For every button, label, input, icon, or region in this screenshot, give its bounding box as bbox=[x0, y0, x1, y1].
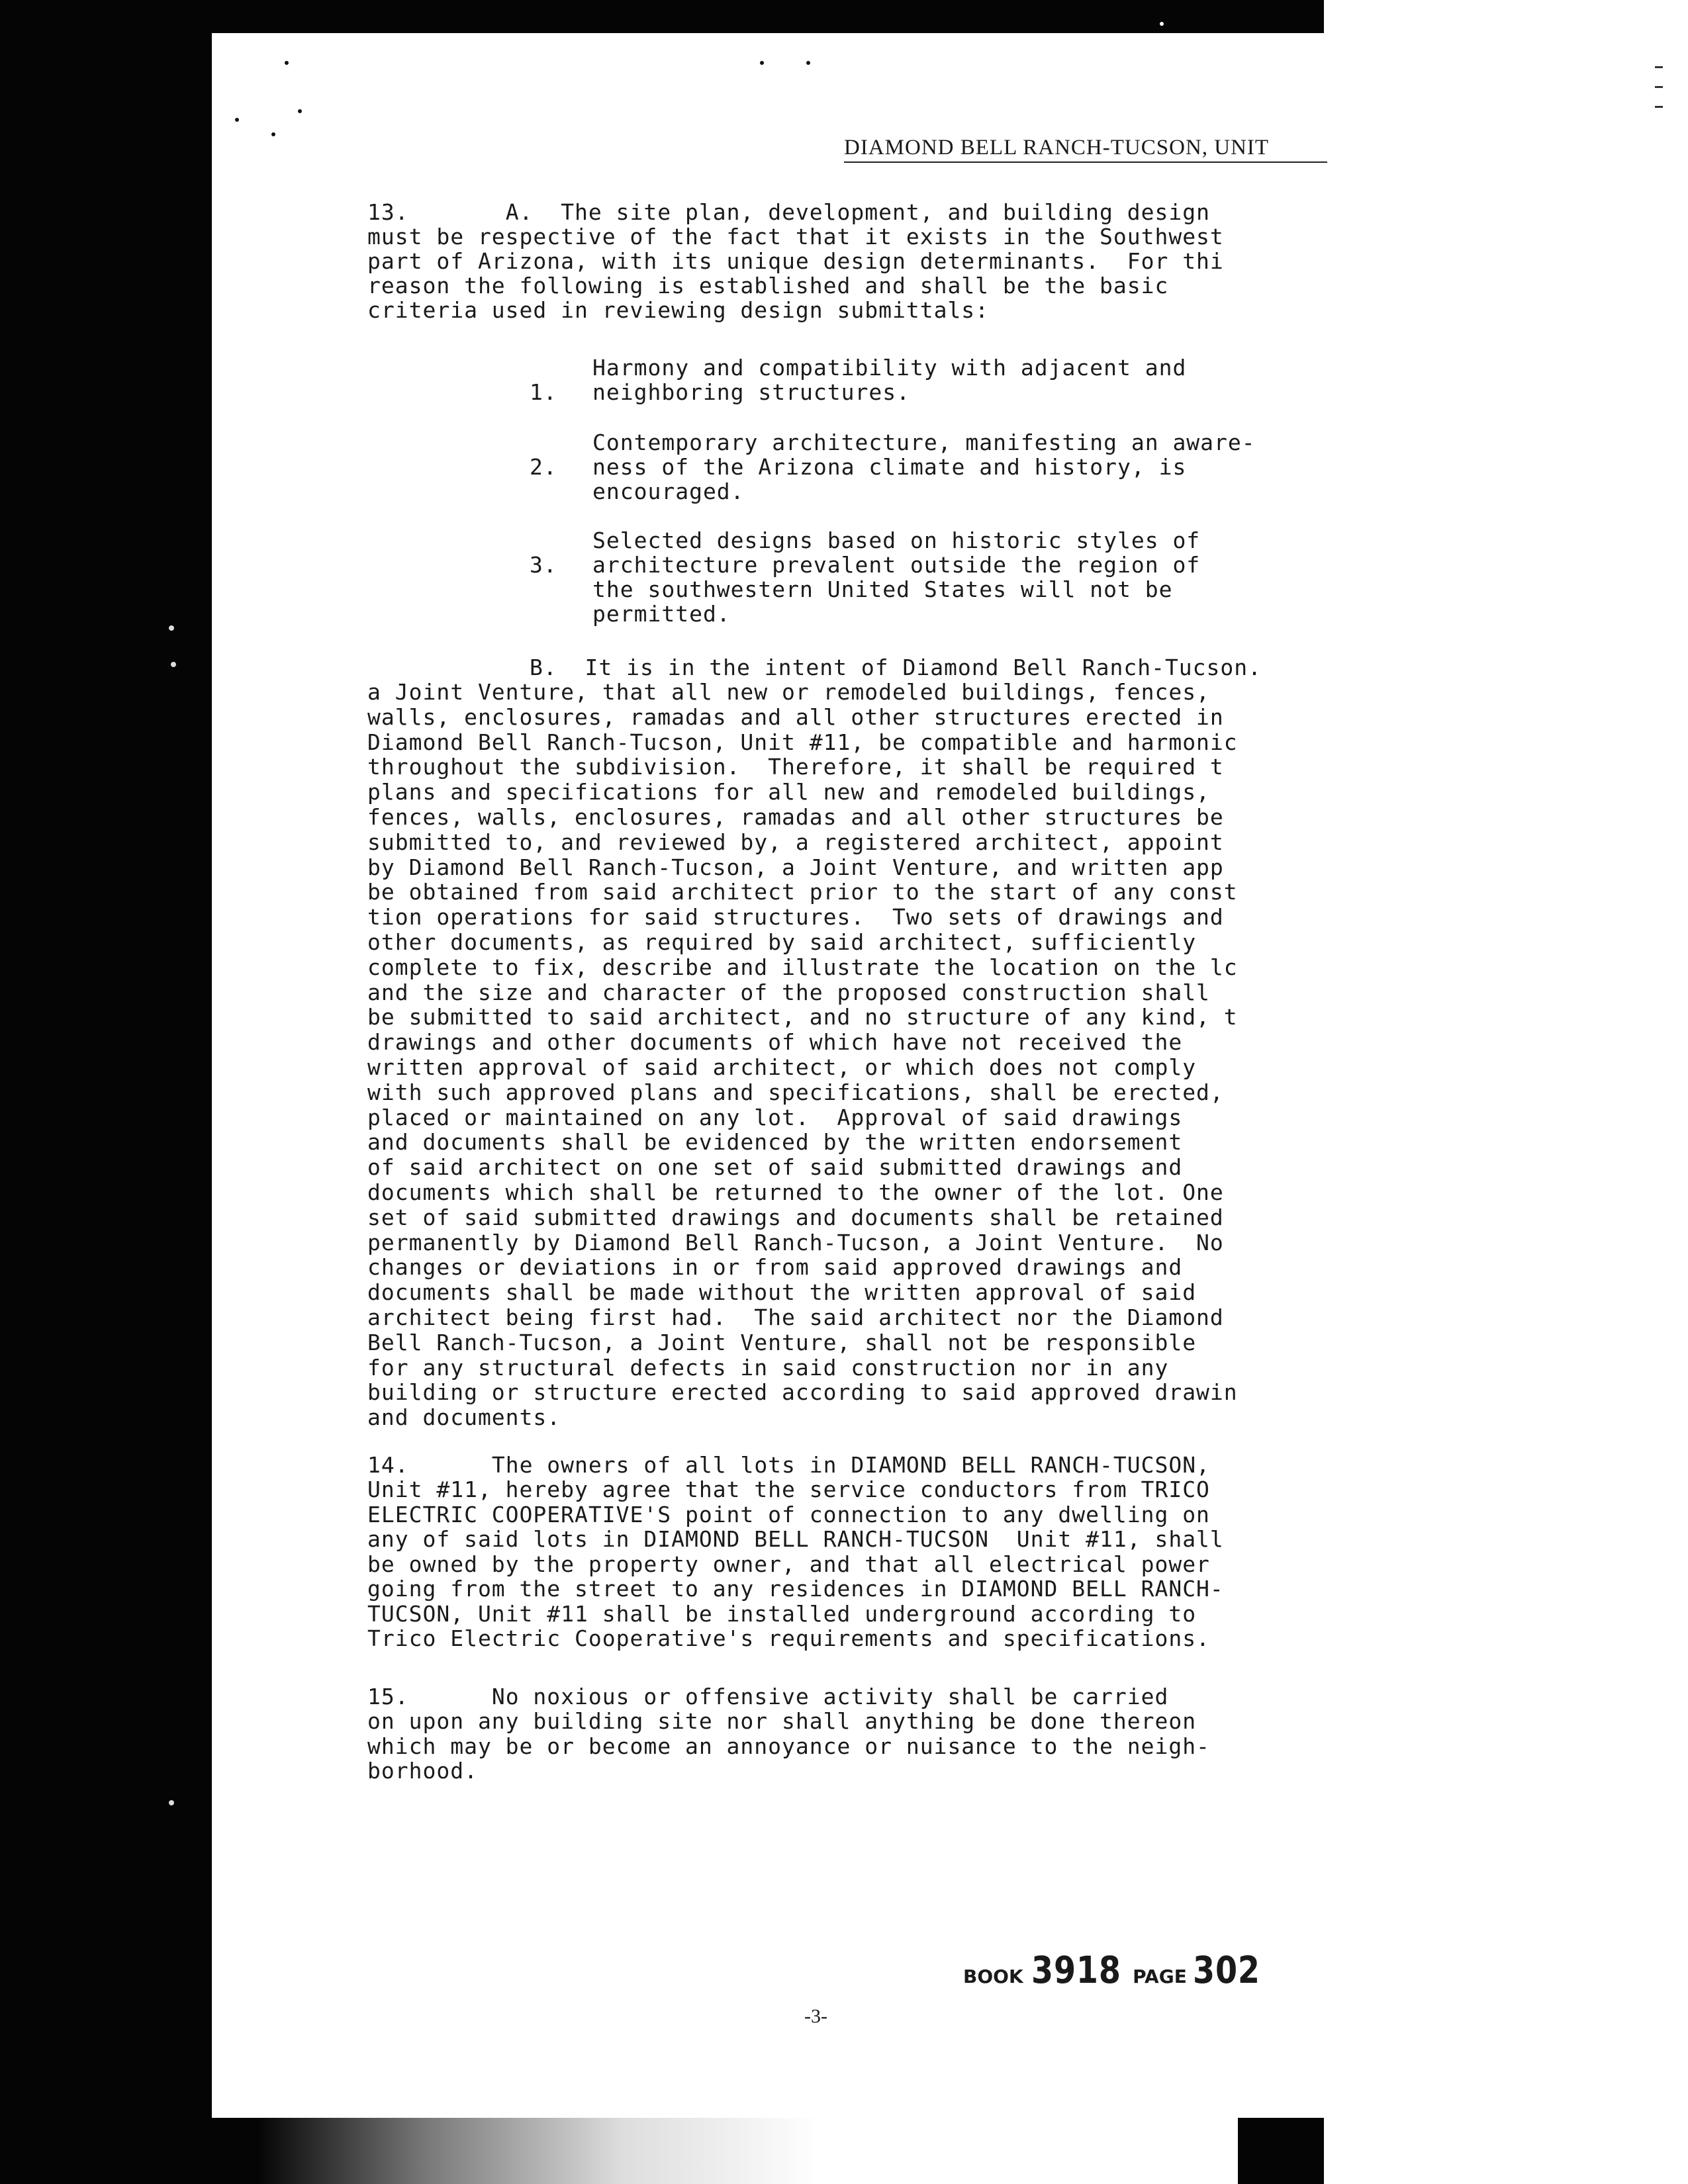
text-line: TUCSON, Unit #11 shall be installed underground according to bbox=[367, 1601, 1197, 1626]
scan-speck bbox=[806, 61, 810, 65]
page-reference: 302 bbox=[1192, 1949, 1260, 1992]
text-line: be owned by the property owner, and that all electrical power bbox=[367, 1551, 1210, 1576]
text-line: walls, enclosures, ramadas and all other structures erected in bbox=[367, 704, 1224, 729]
text-line: changes or deviations in or from said approved drawings and bbox=[367, 1255, 1183, 1280]
text-line: architecture prevalent outside the region of bbox=[592, 552, 1201, 578]
book-label: BOOK bbox=[963, 1966, 1023, 1987]
text-line: reason the following is established and shall be the basic bbox=[367, 273, 1169, 298]
scan-mark bbox=[1655, 86, 1663, 88]
text-line: encouraged. bbox=[592, 478, 745, 504]
text-line: Bell Ranch-Tucson, a Joint Venture, shall not be responsible bbox=[367, 1330, 1197, 1355]
text-line: permitted. bbox=[592, 601, 731, 627]
document-header: DIAMOND BELL RANCH-TUCSON, UNIT bbox=[844, 136, 1327, 163]
text-line: must be respective of the fact that it exists in the Southwest bbox=[367, 224, 1224, 249]
text-line: and documents shall be evidenced by the written endorsement bbox=[367, 1130, 1183, 1155]
scan-speck bbox=[235, 118, 239, 122]
text-line: submitted to, and reviewed by, a registered architect, appoint bbox=[367, 829, 1224, 854]
section-15-first-line bbox=[367, 1684, 1327, 1709]
scan-artifact-block bbox=[1238, 2118, 1324, 2184]
book-page-stamp bbox=[963, 1949, 1266, 1992]
text-line: set of said submitted drawings and documents shall be retained bbox=[367, 1205, 1224, 1230]
text-line: ness of the Arizona climate and history, is bbox=[592, 454, 1187, 480]
item-number: 1. bbox=[530, 379, 557, 405]
section-number: 15. bbox=[367, 1684, 409, 1709]
item-number: 2. bbox=[530, 454, 557, 480]
text-line: for any structural defects in said construction nor in any bbox=[367, 1355, 1169, 1380]
text-line: be submitted to said architect, and no structure of any kind, t bbox=[367, 1005, 1238, 1030]
text-line: plans and specifications for all new and remodeled buildings, bbox=[367, 780, 1210, 805]
part-label: A. bbox=[505, 200, 534, 224]
text-line: any of said lots in DIAMOND BELL RANCH-TUCSON Unit #11, shall bbox=[367, 1527, 1224, 1551]
text-line: permanently by Diamond Bell Ranch-Tucson, a Joint Venture. No bbox=[367, 1230, 1224, 1255]
text-line: complete to fix, describe and illustrate the location on the lc bbox=[367, 954, 1238, 979]
page-number: -3- bbox=[804, 2005, 827, 2027]
text-line: tion operations for said structures. Two sets of drawings and bbox=[367, 905, 1224, 930]
text-line: written approval of said architect, or which does not comply bbox=[367, 1055, 1197, 1079]
text-line: documents shall be made without the written approval of said bbox=[367, 1280, 1197, 1305]
text-line: with such approved plans and specifications, shall be erected, bbox=[367, 1079, 1224, 1105]
item-number: 3. bbox=[530, 552, 557, 578]
text-line: going from the street to any residences in DIAMOND BELL RANCH- bbox=[367, 1576, 1224, 1601]
text-line: and documents. bbox=[367, 1405, 561, 1430]
text-line: on upon any building site nor shall anything be done thereon bbox=[367, 1709, 1197, 1733]
scan-mark bbox=[1655, 106, 1663, 108]
text-line: criteria used in reviewing design submittals: bbox=[367, 298, 990, 322]
scan-speck bbox=[285, 61, 289, 65]
scan-speck bbox=[298, 109, 302, 113]
text-line: by Diamond Bell Ranch-Tucson, a Joint Venture, and written app bbox=[367, 854, 1224, 880]
scan-speck bbox=[171, 662, 176, 667]
text-line: Harmony and compatibility with adjacent and bbox=[592, 355, 1187, 381]
text-line: No noxious or offensive activity shall be carried bbox=[491, 1684, 1169, 1709]
scan-border-bottom bbox=[159, 2118, 821, 2184]
page-label: PAGE bbox=[1133, 1966, 1187, 1987]
text-line: which may be or become an annoyance or nuisance to the neigh- bbox=[367, 1733, 1210, 1758]
text-line: a Joint Venture, that all new or remodeled buildings, fences, bbox=[367, 680, 1210, 704]
text-line: Trico Electric Cooperative's requirements and specifications. bbox=[367, 1626, 1210, 1651]
section-13-first-line bbox=[367, 200, 1327, 224]
text-line: The site plan, development, and building design bbox=[561, 200, 1210, 224]
text-line: documents which shall be returned to the owner of the lot. One bbox=[367, 1180, 1224, 1205]
text-line: architect being first had. The said architect nor the Diamond bbox=[367, 1305, 1224, 1330]
scan-border-top bbox=[159, 0, 1324, 33]
text-line: drawings and other documents of which have not received the bbox=[367, 1030, 1183, 1055]
text-line: The owners of all lots in DIAMOND BELL RANCH-TUCSON, bbox=[491, 1453, 1210, 1477]
text-line: throughout the subdivision. Therefore, it shall be required t bbox=[367, 754, 1224, 780]
text-line: other documents, as required by said architect, sufficiently bbox=[367, 930, 1197, 954]
text-line: fences, walls, enclosures, ramadas and all other structures be bbox=[367, 805, 1224, 829]
text-line: Unit #11, hereby agree that the service conductors from TRICO bbox=[367, 1477, 1210, 1502]
text-line: and the size and character of the proposed construction shall bbox=[367, 979, 1210, 1005]
scan-border-left bbox=[0, 0, 212, 2184]
text-line: Contemporary architecture, manifesting an aware- bbox=[592, 430, 1256, 455]
text-line: building or structure erected according to said approved drawin bbox=[367, 1380, 1238, 1405]
scan-mark bbox=[1655, 66, 1663, 68]
part-label: B. bbox=[530, 655, 557, 680]
list-item bbox=[530, 528, 1324, 675]
scan-speck bbox=[1160, 22, 1164, 26]
text-line: Selected designs based on historic styles of bbox=[592, 527, 1201, 553]
text-line: It is in the intent of Diamond Bell Ranch-Tucson. bbox=[585, 655, 1262, 680]
section-number: 14. bbox=[367, 1453, 409, 1477]
section-14-first-line bbox=[367, 1453, 1327, 1477]
text-line: the southwestern United States will not be bbox=[592, 576, 1173, 602]
text-line: be obtained from said architect prior to the start of any const bbox=[367, 880, 1238, 905]
scan-speck bbox=[169, 1800, 174, 1805]
text-line: neighboring structures. bbox=[592, 379, 910, 405]
scan-speck bbox=[271, 132, 275, 136]
text-line: borhood. bbox=[367, 1758, 478, 1783]
text-line: placed or maintained on any lot. Approval of said drawings bbox=[367, 1105, 1183, 1130]
scan-speck bbox=[169, 625, 174, 631]
text-line: Diamond Bell Ranch-Tucson, Unit #11, be compatible and harmonic bbox=[367, 729, 1238, 754]
section-number: 13. bbox=[367, 200, 409, 224]
scan-speck bbox=[760, 61, 764, 65]
part-b-first-line bbox=[530, 655, 1327, 680]
text-line: part of Arizona, with its unique design determinants. For thi bbox=[367, 249, 1224, 273]
text-line: ELECTRIC COOPERATIVE'S point of connection to any dwelling on bbox=[367, 1502, 1210, 1527]
text-line: of said architect on one set of said submitted drawings and bbox=[367, 1155, 1183, 1180]
book-number: 3918 bbox=[1031, 1949, 1121, 1992]
